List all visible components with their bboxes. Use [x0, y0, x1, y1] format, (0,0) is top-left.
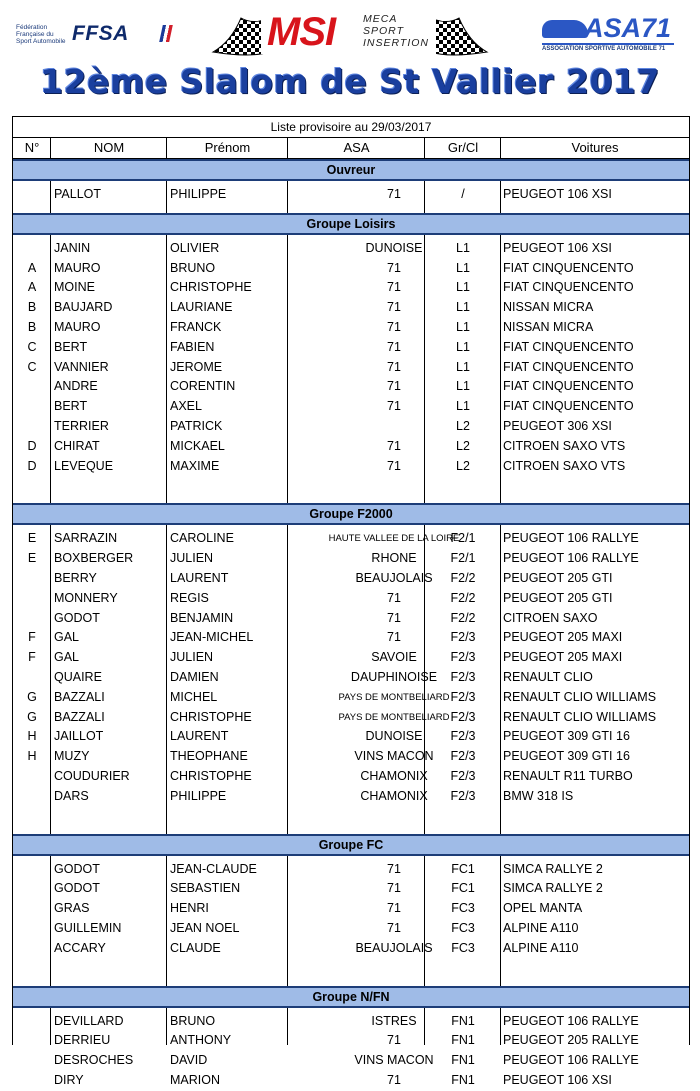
cell-prenom: OLIVIER: [170, 240, 220, 255]
cell-voiture: RENAULT CLIO WILLIAMS: [503, 689, 657, 704]
table-row: [13, 457, 689, 477]
cell-grcl: L1: [456, 339, 470, 354]
cell-grcl: FN1: [451, 1053, 475, 1068]
cell-prenom: JULIEN: [170, 551, 214, 566]
cell-voiture: RENAULT CLIO: [503, 669, 593, 684]
cell-grcl: F2/1: [450, 531, 476, 546]
cell-voiture: SIMCA RALLYE 2: [503, 861, 603, 876]
table-row: [13, 1031, 689, 1051]
cell-grcl: F2/1: [450, 551, 476, 566]
cell-prenom: LAURENT: [170, 729, 229, 744]
cell-grcl: FC3: [451, 940, 475, 955]
cell-asa: 71: [387, 280, 401, 295]
cell-prenom: JEAN NOEL: [170, 920, 240, 935]
cell-grcl: L1: [456, 319, 470, 334]
cell-num: E: [27, 531, 37, 546]
col-header-grcl: Gr/Cl: [447, 140, 479, 155]
table-row: [13, 259, 689, 279]
cell-voiture: RENAULT CLIO WILLIAMS: [503, 709, 657, 724]
cell-nom: BERRY: [54, 570, 97, 585]
table-row: [13, 860, 689, 880]
cell-asa: 71: [387, 610, 401, 625]
cell-voiture: PEUGEOT 205 MAXI: [503, 650, 623, 665]
group-header: Groupe F2000: [13, 503, 689, 525]
cell-asa: 71: [387, 590, 401, 605]
cell-asa: ISTRES: [371, 1013, 417, 1028]
cell-voiture: PEUGEOT 309 GTI 16: [503, 729, 630, 744]
msi-wordmark: MSI: [267, 10, 336, 54]
table-row: [13, 549, 689, 569]
col-header-nom: NOM: [93, 140, 125, 155]
cell-grcl: F2/3: [450, 650, 476, 665]
cell-nom: GRAS: [54, 901, 90, 916]
table-row: [13, 437, 689, 457]
cell-voiture: NISSAN MICRA: [503, 300, 594, 315]
cell-prenom: MICKAEL: [170, 438, 225, 453]
cell-voiture: FIAT CINQUENCENTO: [503, 280, 634, 295]
cell-voiture: CITROEN SAXO VTS: [503, 458, 626, 473]
cell-asa: 71: [387, 187, 401, 201]
cell-asa: 71: [387, 359, 401, 374]
cell-voiture: SIMCA RALLYE 2: [503, 881, 603, 896]
cell-voiture: PEUGEOT 106 XSI: [503, 1072, 612, 1087]
cell-num: B: [27, 300, 37, 315]
cell-nom: MUZY: [54, 749, 90, 764]
table-row: [13, 239, 689, 259]
msi-sub-line: INSERTION: [363, 37, 429, 49]
cell-num: E: [27, 551, 37, 566]
cell-nom: CHIRAT: [54, 438, 100, 453]
cell-nom: DIRY: [54, 1072, 84, 1087]
cell-prenom: DAVID: [170, 1053, 208, 1068]
cell-nom: LEVEQUE: [54, 458, 114, 473]
table-row: [13, 1012, 689, 1032]
cell-nom: BAZZALI: [54, 689, 105, 704]
cell-nom: GAL: [54, 630, 80, 645]
cell-asa: 71: [387, 901, 401, 916]
cell-grcl: F2/3: [450, 749, 476, 764]
cell-prenom: FABIEN: [170, 339, 215, 354]
cell-asa: DUNOISE: [365, 729, 423, 744]
table-row: [13, 767, 689, 787]
cell-voiture: PEUGEOT 205 GTI: [503, 570, 613, 585]
cell-prenom: CHRISTOPHE: [170, 280, 252, 295]
cell-voiture: FIAT CINQUENCENTO: [503, 339, 634, 354]
cell-nom: DEVILLARD: [54, 1013, 124, 1028]
cell-grcl: L1: [456, 260, 470, 275]
cell-asa: DUNOISE: [365, 240, 423, 255]
cell-prenom: JEAN-CLAUDE: [170, 861, 257, 876]
cell-prenom: REGIS: [170, 590, 209, 605]
header-logos: [0, 0, 700, 62]
cell-nom: MAURO: [54, 319, 101, 334]
cell-asa: 71: [387, 300, 401, 315]
cell-nom: GODOT: [54, 861, 100, 876]
race-car-icon: [542, 20, 588, 38]
cell-asa: RHONE: [371, 551, 417, 566]
cell-num: H: [27, 749, 37, 764]
cell-asa: 71: [387, 881, 401, 896]
table-row: [13, 397, 689, 417]
cell-voiture: RENAULT R11 TURBO: [503, 768, 633, 783]
table-row: [13, 377, 689, 397]
group-header: Groupe N/FN: [13, 986, 689, 1008]
entry-table: [12, 116, 690, 1087]
cell-voiture: PEUGEOT 106 RALLYE: [503, 531, 639, 546]
cell-asa: BEAUJOLAIS: [355, 570, 433, 585]
cell-nom: SARRAZIN: [54, 531, 118, 546]
cell-voiture: PEUGEOT 205 GTI: [503, 590, 613, 605]
cell-nom: ANDRE: [54, 379, 98, 394]
table-row: [13, 185, 689, 205]
cell-prenom: AXEL: [170, 399, 202, 414]
cell-voiture: CITROEN SAXO: [503, 610, 598, 625]
cell-prenom: FRANCK: [170, 319, 222, 334]
cell-num: D: [27, 438, 37, 453]
cell-nom: DARS: [54, 788, 89, 803]
cell-voiture: OPEL MANTA: [503, 901, 583, 916]
cell-grcl: L1: [456, 359, 470, 374]
cell-asa: 71: [387, 861, 401, 876]
cell-nom: BAZZALI: [54, 709, 105, 724]
cell-voiture: ALPINE A110: [503, 940, 579, 955]
cell-voiture: BMW 318 IS: [503, 788, 574, 803]
cell-asa: 71: [387, 1033, 401, 1048]
cell-grcl: L1: [456, 240, 470, 255]
cell-num: C: [27, 339, 37, 354]
cell-prenom: LAURENT: [170, 570, 229, 585]
cell-prenom: JULIEN: [170, 650, 214, 665]
cell-prenom: MARION: [170, 1072, 220, 1087]
cell-asa: 71: [387, 379, 401, 394]
cell-asa: VINS MACON: [354, 1053, 434, 1068]
cell-grcl: F2/3: [450, 689, 476, 704]
cell-prenom: BRUNO: [170, 1013, 216, 1028]
cell-prenom: CAROLINE: [170, 531, 234, 546]
table-row: [13, 919, 689, 939]
cell-nom: VANNIER: [54, 359, 109, 374]
cell-nom: BOXBERGER: [54, 551, 134, 566]
cell-num: A: [27, 260, 37, 275]
table-row: [13, 899, 689, 919]
msi-sub-line: SPORT: [363, 25, 404, 37]
cell-grcl: F2/3: [450, 669, 476, 684]
table-row: [13, 569, 689, 589]
cell-voiture: PEUGEOT 106 RALLYE: [503, 1013, 639, 1028]
cell-asa: PAYS DE MONTBELIARD: [338, 711, 450, 723]
cell-voiture: FIAT CINQUENCENTO: [503, 260, 634, 275]
cell-grcl: FC3: [451, 901, 475, 916]
cell-grcl: FN1: [451, 1033, 475, 1048]
msi-sub-line: MECA: [363, 13, 398, 25]
list-date-caption: Liste provisoire au 29/03/2017: [13, 117, 689, 138]
table-row: [13, 747, 689, 767]
cell-grcl: FC1: [451, 881, 475, 896]
cell-grcl: F2/3: [450, 729, 476, 744]
table-row: [13, 589, 689, 609]
table-row: [13, 529, 689, 549]
ffsa-caption: Fédération Française du Sport Automobile: [16, 24, 66, 45]
cell-grcl: F2/3: [450, 788, 476, 803]
cell-grcl: FN1: [451, 1013, 475, 1028]
table-row: [13, 879, 689, 899]
cell-nom: MOINE: [54, 280, 95, 295]
cell-nom: GAL: [54, 650, 80, 665]
cell-grcl: FC1: [451, 861, 475, 876]
table-row: [13, 278, 689, 298]
table-row: [13, 648, 689, 668]
cell-grcl: L1: [456, 300, 470, 315]
table-body: [13, 159, 689, 1091]
table-row: [13, 609, 689, 629]
cell-grcl: L2: [456, 438, 470, 453]
asa71-logo: [540, 13, 672, 56]
cell-voiture: FIAT CINQUENCENTO: [503, 359, 634, 374]
col-header-prenom: Prénom: [204, 140, 251, 155]
col-header-asa: ASA: [343, 140, 370, 155]
cell-voiture: PEUGEOT 205 RALLYE: [503, 1033, 639, 1048]
group-header: Groupe FC: [13, 834, 689, 856]
cell-asa: 71: [387, 260, 401, 275]
cell-voiture: ALPINE A110: [503, 920, 579, 935]
cell-asa: VINS MACON: [354, 749, 434, 764]
cell-nom: TERRIER: [54, 418, 109, 433]
cell-nom: COUDURIER: [54, 768, 130, 783]
cell-voiture: PEUGEOT 205 MAXI: [503, 630, 623, 645]
cell-voiture: FIAT CINQUENCENTO: [503, 399, 634, 414]
msi-subtitle: [363, 13, 429, 49]
cell-nom: MAURO: [54, 260, 101, 275]
cell-prenom: HENRI: [170, 901, 209, 916]
table-row: [13, 939, 689, 959]
cell-voiture: NISSAN MICRA: [503, 319, 594, 334]
cell-grcl: F2/2: [450, 570, 476, 585]
cell-num: H: [27, 729, 37, 744]
cell-nom: GODOT: [54, 610, 100, 625]
cell-nom: MONNERY: [54, 590, 118, 605]
cell-prenom: BRUNO: [170, 260, 216, 275]
cell-num: D: [27, 458, 37, 473]
cell-asa: 71: [387, 319, 401, 334]
cell-prenom: SEBASTIEN: [170, 881, 241, 896]
cell-grcl: F2/2: [450, 590, 476, 605]
cell-nom: PALLOT: [54, 187, 102, 201]
cell-nom: BAUJARD: [54, 300, 113, 315]
cell-nom: JANIN: [54, 240, 91, 255]
cell-asa: 71: [387, 630, 401, 645]
cell-asa: 71: [387, 1072, 401, 1087]
cell-num: C: [27, 359, 37, 374]
cell-nom: GODOT: [54, 881, 100, 896]
cell-prenom: MAXIME: [170, 458, 220, 473]
cell-grcl: F2/3: [450, 768, 476, 783]
table-header: [13, 137, 689, 159]
cell-grcl: F2/2: [450, 610, 476, 625]
cell-grcl: FC3: [451, 920, 475, 935]
msi-logo: [211, 12, 489, 56]
cell-nom: DERRIEU: [54, 1033, 111, 1048]
cell-prenom: BENJAMIN: [170, 610, 234, 625]
table-row: [13, 417, 689, 437]
cell-asa: 71: [387, 399, 401, 414]
cell-prenom: CHRISTOPHE: [170, 709, 252, 724]
cell-nom: JAILLOT: [54, 729, 104, 744]
cell-asa: 71: [387, 339, 401, 354]
cell-asa: CHAMONIX: [360, 768, 428, 783]
cell-voiture: PEUGEOT 306 XSI: [503, 418, 612, 433]
cell-asa: CHAMONIX: [360, 788, 428, 803]
cell-prenom: PHILIPPE: [170, 788, 227, 803]
table-row: [13, 1051, 689, 1071]
cell-num: G: [27, 709, 37, 724]
cell-prenom: CLAUDE: [170, 940, 221, 955]
group-header: Groupe Loisirs: [13, 213, 689, 235]
table-row: [13, 688, 689, 708]
cell-grcl: F2/3: [450, 709, 476, 724]
cell-asa: 71: [387, 458, 401, 473]
cell-voiture: FIAT CINQUENCENTO: [503, 379, 634, 394]
table-row: [13, 727, 689, 747]
tricolor-flag-icon: [159, 25, 173, 42]
cell-voiture: PEUGEOT 106 RALLYE: [503, 551, 639, 566]
cell-prenom: JEAN-MICHEL: [170, 630, 254, 645]
cell-asa: 71: [387, 438, 401, 453]
col-header-voitures: Voitures: [571, 140, 619, 155]
cell-prenom: MICHEL: [170, 689, 218, 704]
cell-asa: BEAUJOLAIS: [355, 940, 433, 955]
cell-num: F: [28, 650, 36, 665]
cell-grcl: FN1: [451, 1072, 475, 1087]
table-row: [13, 318, 689, 338]
cell-prenom: PHILIPPE: [170, 187, 227, 201]
table-row: [13, 358, 689, 378]
cell-num: B: [27, 319, 37, 334]
cell-prenom: PATRICK: [170, 418, 223, 433]
table-row: [13, 628, 689, 648]
cell-num: G: [27, 689, 37, 704]
page-title: 12ème Slalom de St Vallier 2017: [40, 62, 660, 101]
cell-prenom: THEOPHANE: [170, 749, 248, 764]
cell-prenom: JEROME: [170, 359, 223, 374]
cell-prenom: DAMIEN: [170, 669, 219, 684]
col-header-num: N°: [24, 140, 40, 155]
cell-num: F: [28, 630, 36, 645]
cell-num: A: [27, 280, 37, 295]
checkered-flags-icon: [211, 12, 489, 56]
cell-asa: PAYS DE MONTBELIARD: [338, 691, 450, 703]
table-row: [13, 298, 689, 318]
group-header: Ouvreur: [13, 159, 689, 181]
cell-voiture: PEUGEOT 106 RALLYE: [503, 1053, 639, 1068]
cell-prenom: ANTHONY: [170, 1033, 232, 1048]
cell-grcl: L1: [456, 280, 470, 295]
cell-grcl: L1: [456, 399, 470, 414]
table-row: [13, 668, 689, 688]
cell-grcl: L2: [456, 458, 470, 473]
cell-prenom: LAURIANE: [170, 300, 233, 315]
cell-voiture: PEUGEOT 309 GTI 16: [503, 749, 630, 764]
ffsa-wordmark: FFSA: [72, 22, 129, 45]
cell-nom: BERT: [54, 339, 88, 354]
cell-voiture: CITROEN SAXO VTS: [503, 438, 626, 453]
cell-asa: HAUTE VALLEE DE LA LOIRE: [328, 533, 460, 545]
table-row: [13, 1071, 689, 1091]
cell-prenom: CORENTIN: [170, 379, 236, 394]
table-row: [13, 338, 689, 358]
asa71-caption: ASSOCIATION SPORTIVE AUTOMOBILE 71: [542, 43, 674, 52]
cell-nom: BERT: [54, 399, 88, 414]
cell-asa: DAUPHINOISE: [350, 669, 438, 684]
asa71-wordmark: ASA71: [584, 13, 672, 43]
cell-grcl: L2: [456, 418, 470, 433]
cell-nom: DESROCHES: [54, 1053, 134, 1068]
table-row: [13, 787, 689, 807]
ffsa-logo: [16, 22, 176, 48]
cell-grcl: /: [461, 187, 465, 201]
cell-asa: SAVOIE: [371, 650, 417, 665]
cell-voiture: PEUGEOT 106 XSI: [503, 187, 612, 201]
cell-nom: ACCARY: [54, 940, 106, 955]
cell-asa: 71: [387, 920, 401, 935]
cell-grcl: L1: [456, 379, 470, 394]
cell-prenom: CHRISTOPHE: [170, 768, 252, 783]
cell-nom: GUILLEMIN: [54, 920, 122, 935]
cell-grcl: F2/3: [450, 630, 476, 645]
cell-nom: QUAIRE: [54, 669, 102, 684]
cell-voiture: PEUGEOT 106 XSI: [503, 240, 612, 255]
table-row: [13, 708, 689, 728]
